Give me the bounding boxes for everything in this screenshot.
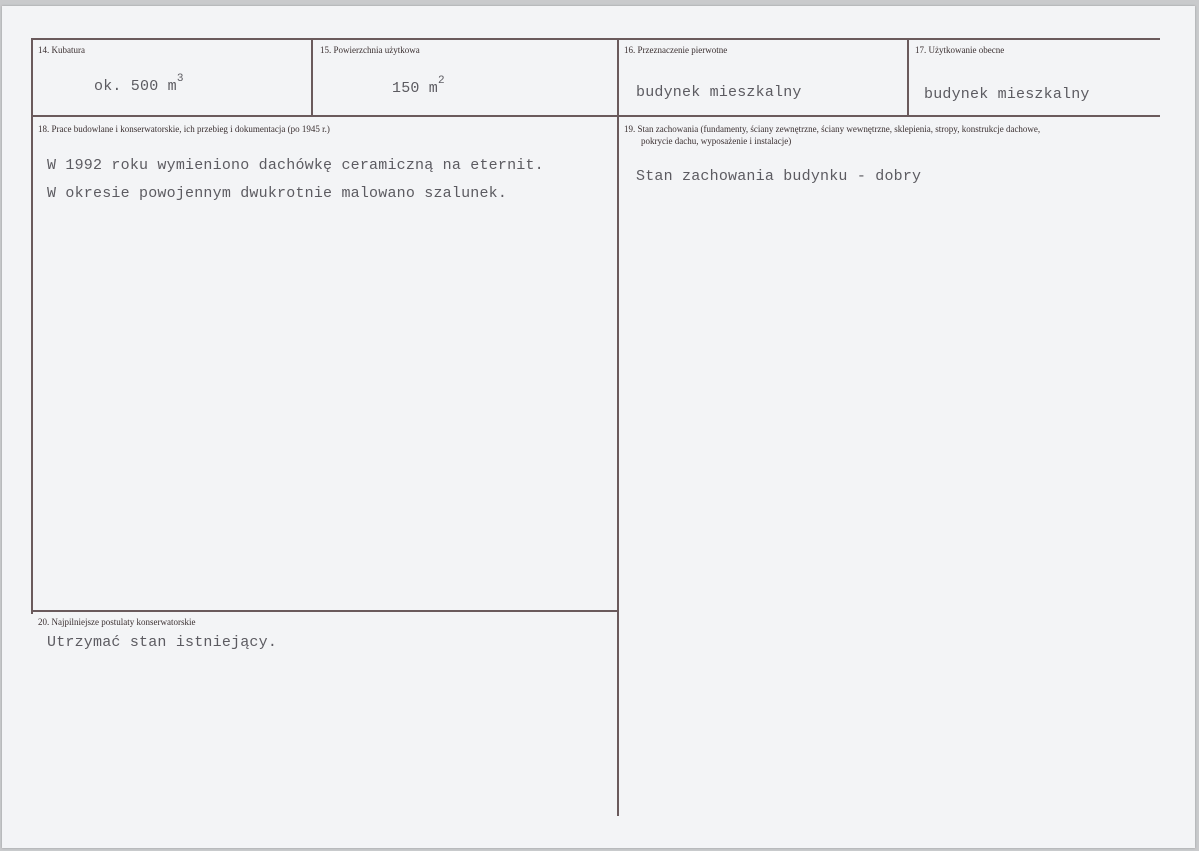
field-17-label: 17. Użytkowanie obecne bbox=[915, 45, 1005, 55]
field-19-value: Stan zachowania budynku - dobry bbox=[636, 168, 922, 185]
field-15-value: 150 $m^2$ bbox=[392, 75, 445, 97]
field-20-label: 20. Najpilniejsze postulaty konserwatorskie bbox=[38, 617, 196, 627]
field-16-label: 16. Przeznaczenie pierwotne bbox=[624, 45, 728, 55]
center-divider bbox=[617, 38, 619, 816]
field-14-value: ok. 500 $m^3$ bbox=[94, 73, 184, 95]
field-14-label: 14. Kubatura bbox=[38, 45, 85, 55]
left-rule bbox=[31, 38, 33, 614]
field-15-label: 15. Powierzchnia użytkowa bbox=[320, 45, 420, 55]
field-20-value: Utrzymać stan istniejący. bbox=[47, 634, 278, 651]
field-19-label-line-2: pokrycie dachu, wyposażenie i instalacje) bbox=[641, 136, 792, 146]
field-19-label-line-1: 19. Stan zachowania (fundamenty, ściany zewnętrzne, ściany wewnętrzne, sklepienia, stropy, konstrukcje dachowe, bbox=[624, 124, 1041, 134]
row1-bottom-rule bbox=[31, 115, 1160, 117]
field-16-value: budynek mieszkalny bbox=[636, 84, 802, 101]
field-17-value: budynek mieszkalny bbox=[924, 86, 1090, 103]
top-rule bbox=[31, 38, 1160, 40]
divider-14-15 bbox=[311, 38, 313, 116]
field-18-line-1: W 1992 roku wymieniono dachówkę ceramiczną na eternit. bbox=[47, 157, 544, 174]
row18-bottom-rule bbox=[31, 610, 618, 612]
field-18-label: 18. Prace budowlane i konserwatorskie, ich przebieg i dokumentacja (po 1945 r.) bbox=[38, 124, 330, 134]
field-18-line-2: W okresie powojennym dwukrotnie malowano szalunek. bbox=[47, 185, 508, 202]
divider-16-17 bbox=[907, 38, 909, 116]
